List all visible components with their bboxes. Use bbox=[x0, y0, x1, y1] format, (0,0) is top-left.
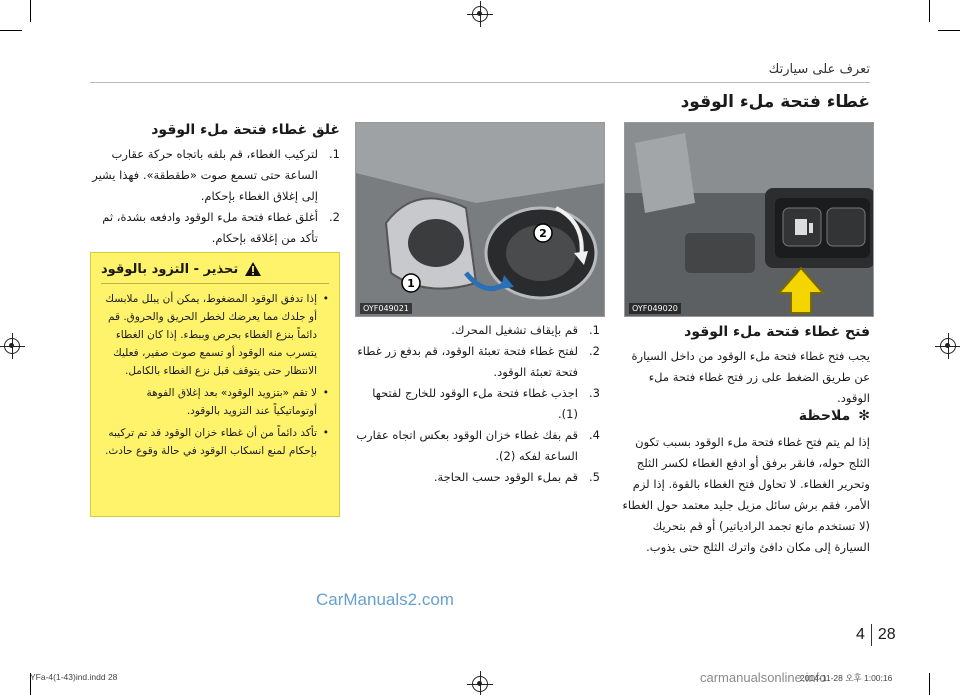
list-item: 4. قم بفك غطاء خزان الوقود بعكس اتجاه عقارب الساعة لفكه (2). bbox=[356, 428, 600, 463]
warning-title bbox=[101, 261, 329, 284]
page-divider bbox=[871, 624, 872, 646]
list-item: • إذا تدفق الوقود المضغوط، يمكن أن يبلل ملابسك أو جلدك مما يعرضك لخطر الحريق والحروق. قم دائماً بنزع الغطاء بحرص وببطء. إذا كان الغطاء يتسرب منه الوقود أو تسمع صوت صفير، فعليك الانتظار حتى يتوقف قبل نزع الغطاء بالكامل. bbox=[101, 290, 329, 380]
marker-1: 1 bbox=[407, 277, 415, 290]
photo-fuel-door-button bbox=[624, 122, 874, 317]
warning-triangle-icon bbox=[244, 261, 262, 277]
registration-mark-icon bbox=[472, 6, 488, 22]
warning-title-text: تحذير - التزود بالوقود bbox=[101, 261, 239, 277]
crop-mark bbox=[30, 0, 31, 22]
crop-mark bbox=[929, 673, 930, 695]
list-item: • لا تقم «بتزويد الوقود» بعد إغلاق الفوهة أوتوماتيكياً عند التزويد بالوقود. bbox=[101, 384, 329, 420]
crop-mark bbox=[938, 30, 960, 31]
registration-mark-icon bbox=[472, 676, 488, 692]
footer-date: 2014-11-28 오후 1:00:16 bbox=[800, 673, 893, 683]
fuel-button-illustration bbox=[625, 123, 874, 317]
watermark-link[interactable]: CarManuals2.com bbox=[316, 590, 454, 609]
warning-box bbox=[90, 252, 340, 517]
header-divider bbox=[90, 82, 870, 83]
footer-file: YFa-4(1-43)ind.indd 28 bbox=[30, 672, 118, 682]
opening-steps bbox=[355, 320, 600, 488]
opening-text: يجب فتح غطاء فتحة ملء الوقود من داخل السيارة عن طريق الضغط على زر فتح غطاء فتحة ملء الوقود. bbox=[631, 349, 870, 405]
section-title: غطاء فتحة ملء الوقود bbox=[680, 92, 870, 112]
closing-steps bbox=[90, 144, 340, 249]
page-num: 28 bbox=[877, 626, 896, 643]
crop-mark bbox=[929, 0, 930, 22]
crop-mark bbox=[0, 30, 22, 31]
note-text: إذا لم يتم فتح غطاء فتحة ملء الوقود بسبب تكون الثلج حوله، فانقر برفق أو ادفع الغطاء لكسر الثلج وتحرير الغطاء. لا تحاول فتح الغطاء بالقوة. إذا لزم الأمر، فقم برش سائل مزيل جليد معتمد حول الغطاء (لا تستخدم مانع تجمد الرادياتير) أو قم بتحريك السيارة إلى مكان دافئ واترك الثلج حتى يذوب. bbox=[622, 435, 870, 554]
footer-site-link[interactable]: carmanualsonline.info bbox=[700, 670, 827, 685]
note-title bbox=[799, 408, 870, 424]
list-item: • تأكد دائماً من أن غطاء خزان الوقود قد تم تركيبه بإحكام لمنع انسكاب الوقود في حالة وقوع حادث. bbox=[101, 424, 329, 460]
registration-mark-icon bbox=[4, 338, 20, 354]
list-item: 1. لتركيب الغطاء، قم بلفه باتجاه حركة عقارب الساعة حتى تسمع صوت «طقطقة». فهذا يشير إلى إغلاق الغطاء بإحكام. bbox=[92, 147, 340, 203]
asterisk-icon: ✻ bbox=[858, 408, 870, 424]
warning-list bbox=[101, 290, 329, 460]
photo-fuel-cap bbox=[355, 122, 605, 317]
list-item: 5. قم بملء الوقود حسب الحاجة. bbox=[433, 470, 600, 484]
photo-code: OYF049020 bbox=[629, 303, 681, 314]
chapter-title: تعرف على سيارتك bbox=[768, 62, 870, 77]
opening-heading: فتح غطاء فتحة ملء الوقود bbox=[684, 324, 870, 340]
marker-2: 2 bbox=[539, 227, 547, 240]
list-item: 2. لفتح غطاء فتحة تعبئة الوقود، قم بدفع زر غطاء فتحة تعبئة الوقود. bbox=[357, 344, 600, 379]
section-number: 4 bbox=[856, 626, 865, 643]
page-number bbox=[856, 624, 896, 646]
list-item: 1. قم بإيقاف تشغيل المحرك. bbox=[451, 323, 600, 337]
closing-heading: غلق غطاء فتحة ملء الوقود bbox=[151, 122, 340, 138]
list-item: 2. أغلق غطاء فتحة ملء الوقود وادفعه بشدة، ثم تأكد من إغلاقه بإحكام. bbox=[102, 210, 340, 245]
registration-mark-icon bbox=[940, 338, 956, 354]
note-title-text: ملاحظة bbox=[798, 408, 851, 424]
photo-code: OYF049021 bbox=[360, 303, 412, 314]
fuel-cap-illustration bbox=[356, 123, 605, 317]
list-item: 3. اجذب غطاء فتحة ملء الوقود للخارج لفتحها (1). bbox=[372, 386, 600, 421]
